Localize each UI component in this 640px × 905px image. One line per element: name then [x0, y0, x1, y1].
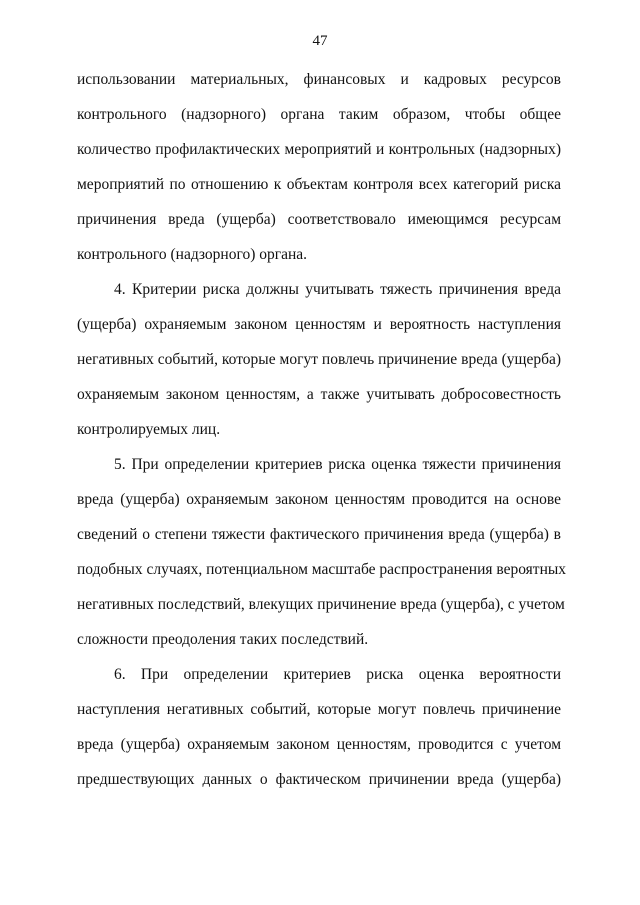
text-line: причинения вреда (ущерба) соответствовало имеющимся ресурсам — [77, 211, 561, 228]
text-line: мероприятий по отношению к объектам контроля всех категорий риска — [77, 176, 561, 193]
text-line: негативных событий, которые могут повлечь причинение вреда (ущерба) — [77, 351, 561, 368]
text-line: контролируемых лиц. — [77, 421, 221, 438]
text-line: контрольного (надзорного) органа таким образом, чтобы общее — [77, 106, 561, 123]
text-line: подобных случаях, потенциальном масштабе распространения вероятных — [77, 561, 567, 578]
text-line: сложности преодоления таких последствий. — [77, 631, 369, 648]
text-line: контрольного (надзорного) органа. — [77, 246, 308, 263]
text-line: вреда (ущерба) охраняемым законом ценностям, проводится с учетом — [77, 736, 561, 753]
text-line: вреда (ущерба) охраняемым законом ценностям проводится на основе — [77, 491, 561, 508]
text-line: охраняемым законом ценностям, а также учитывать добросовестность — [77, 386, 561, 403]
text-line: количество профилактических мероприятий и контрольных (надзорных) — [77, 141, 561, 158]
text-line: наступления негативных событий, которые могут повлечь причинение — [77, 701, 561, 718]
page-number: 47 — [312, 33, 328, 49]
text-line: использовании материальных, финансовых и кадровых ресурсов — [77, 71, 561, 88]
paragraph-6-first-line: 6. При определении критериев риска оценка вероятности — [114, 666, 561, 683]
paragraph-5-first-line: 5. При определении критериев риска оценка тяжести причинения — [114, 456, 561, 473]
text-line: предшествующих данных о фактическом причинении вреда (ущерба) — [77, 771, 561, 788]
text-line: (ущерба) охраняемым законом ценностям и вероятность наступления — [77, 316, 561, 333]
paragraph-4-first-line: 4. Критерии риска должны учитывать тяжесть причинения вреда — [114, 281, 561, 298]
text-line: негативных последствий, влекущих причинение вреда (ущерба), с учетом — [77, 596, 565, 613]
text-line: сведений о степени тяжести фактического причинения вреда (ущерба) в — [77, 526, 561, 543]
